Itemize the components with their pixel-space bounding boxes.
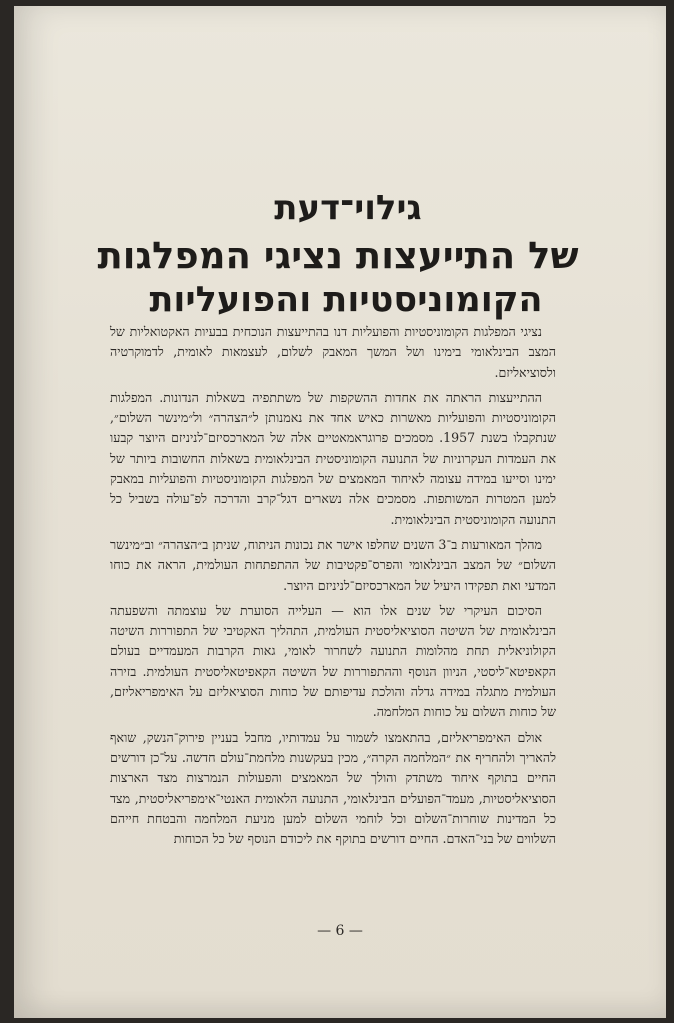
body-text <box>110 322 556 854</box>
paragraph-2: ההתייעצות הראתה את אחדות ההשקפות של משתתפיה בשאלות הנדונות. המפלגות הקומוניסטיות והפועליות מאשרות כאיש אחד את נאמנותן ל״הצהרה״ ול״מינשר השלום״, שנתקבלו בשנת 1957. מסמכים פרוגראמאטיים אלה של המארכסיזם־לניניזם היוצר קבעו את העמדות העקרוניות של התנועה הקומוניסטית הבינלאומית בשאלות החשובות ביותר של ימינו וסייעו במידה עצומה לאיחוד המאמצים של המפלגות הקומוניסטיות והפועליות במאבק למען המטרות המשותפות. מסמכים אלה נשארים דגל־קרב והדרכה לפ־עולה בשביל כל התנועה הקומוניסטית הבינלאומית. <box>110 389 557 527</box>
title-line-3: הקומוניסטיות והפועליות <box>149 280 543 320</box>
title-line-1: גילוי־דעת <box>274 188 422 228</box>
title-line-2: של התייעצות נציגי המפלגות <box>97 234 579 277</box>
paragraph-5: אולם האימפריאליזם, בהתאמצו לשמור על עמדותיו, מחבל בעניין פירוק־הנשק, שואף להאריך ולהחריף את ״המלחמה הקרה״, מכין בעקשנות מלחמת־עולם חדשה. על־כן דורשים החיים בתוקף איחוד משתדק והולך של המאמצים והפעולות הנמרצות מצד הארצות הסוציאליסטיות, מעמד־הפועלים הבינלאומי, התנועה הלאומית האנטי־אימפריאליסטית, מצד כל המדינות שוחרות־השלום וכל לוחמי השלום למען מניעת המלחמה והבטחת חייהם השלווים של בני־האדם. החיים דורשים בתוקף את ליכודם הנוסף של כל הכוחות <box>110 729 556 847</box>
page-number: — 6 — <box>317 923 363 939</box>
paragraph-1: נציגי המפלגות הקומוניסטיות והפועליות דנו בהתייעצות הנוכחית בבעיות האקטואליות של המצב הבינלאומי בימינו ושל המשך המאבק לשלום, לעצמאות לאומית, לדמוקרטיה ולסוציאליזם. <box>110 324 556 380</box>
document-page <box>14 6 666 1018</box>
paragraph-3: מהלך המאורעות ב־3 השנים שחלפו אישר את נכונות הניתוח, שניתן ב״הצהרה״ וב״מינשר השלום״ של המצב הבינלאומי והפרס־פקטיבות של ההתפתחות העולמית, הראה את כוחו המדעי ואת תפקידו היעיל של המארכסיזם־לניניזם היוצר. <box>110 536 556 593</box>
paragraph-4: הסיכום העיקרי של שנים אלו הוא — העלייה הסוערת של עוצמתה והשפעתה הבינלאומית של השיטה הסוציאליסטית העולמית, התהליך האקטיבי של התפוררות השיטה הקולוניאלית תחת מהלומות התנועה לשחרור לאומי, גאות הקרבות המעמדיים בעולם הקאפיטא־ליסטי, הניוון הנוסף וההתפוררות של השיטה הקאפיטאליסטית העולמית. בזירה העולמית מתגלה במידה גדלה והולכת עדיפותם של כוחות הסוציאליזם על האימפריאליזם, של כוחות השלום על כוחות המלחמה. <box>110 602 556 720</box>
